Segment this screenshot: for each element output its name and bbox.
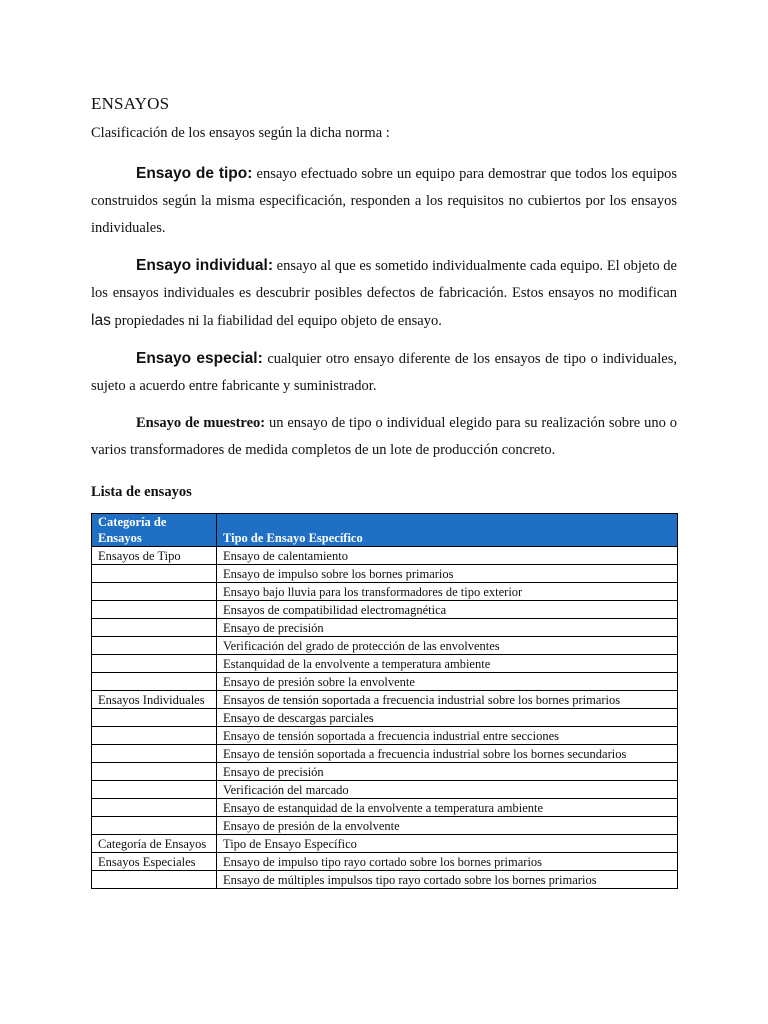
category-cell — [92, 727, 217, 745]
document-content — [91, 94, 677, 889]
test-cell: Ensayo de descargas parciales — [217, 709, 678, 727]
table-row — [92, 655, 678, 673]
definition-ensayo-tipo: ensayo efectuado sobre un equipo para demostrar que todos los equipos construidos según la misma especificación, responden a los requisitos no cubiertos por los ensayos individuales. — [91, 166, 677, 236]
paragraph-ensayo-muestreo — [91, 410, 677, 464]
category-cell — [92, 673, 217, 691]
table-row — [92, 799, 678, 817]
page-title: ENSAYOS — [91, 94, 170, 113]
table-row — [92, 781, 678, 799]
test-cell: Ensayo de tensión soportada a frecuencia industrial sobre los bornes secundarios — [217, 745, 678, 763]
test-cell: Ensayos de compatibilidad electromagnética — [217, 601, 678, 619]
category-cell — [92, 637, 217, 655]
category-cell: Ensayos Especiales — [92, 853, 217, 871]
category-cell: Categoría de Ensayos — [92, 835, 217, 853]
category-cell — [92, 583, 217, 601]
category-cell — [92, 799, 217, 817]
test-cell: Ensayo de tensión soportada a frecuencia industrial entre secciones — [217, 727, 678, 745]
category-cell — [92, 763, 217, 781]
test-cell: Ensayo de precisión — [217, 619, 678, 637]
category-cell — [92, 709, 217, 727]
table-row — [92, 745, 678, 763]
paragraph-ensayo-especial — [91, 345, 677, 400]
test-cell: Estanquidad de la envolvente a temperatura ambiente — [217, 655, 678, 673]
category-cell: Ensayos Individuales — [92, 691, 217, 709]
test-cell: Ensayo de calentamiento — [217, 547, 678, 565]
test-cell: Verificación del grado de protección de las envolventes — [217, 637, 678, 655]
table-row — [92, 709, 678, 727]
table-header-row — [92, 514, 678, 547]
test-cell: Verificación del marcado — [217, 781, 678, 799]
table-row — [92, 583, 678, 601]
category-cell — [92, 871, 217, 889]
table-row — [92, 853, 678, 871]
table-row — [92, 547, 678, 565]
term-ensayo-especial: Ensayo especial: — [136, 350, 263, 367]
term-ensayo-muestreo: Ensayo de muestreo: — [136, 415, 266, 431]
category-cell — [92, 601, 217, 619]
definition-ensayo-individual-a: ensayo al que es sometido individualmente cada equipo. El objeto de los ensayos individuales es descubrir posibles defectos de fabricación. Estos ensayos no modifican — [91, 258, 677, 301]
definition-ensayo-especial: cualquier otro ensayo diferente de los ensayos de tipo o individuales, sujeto a acuerdo entre fabricante y suministrador. — [91, 351, 677, 394]
test-cell: Ensayo de precisión — [217, 763, 678, 781]
tests-table — [91, 513, 678, 889]
test-cell: Ensayo de presión de la envolvente — [217, 817, 678, 835]
test-cell: Tipo de Ensayo Específico — [217, 835, 678, 853]
table-row — [92, 601, 678, 619]
category-cell — [92, 655, 217, 673]
table-row — [92, 673, 678, 691]
test-cell: Ensayo de estanquidad de la envolvente a temperatura ambiente — [217, 799, 678, 817]
table-row — [92, 871, 678, 889]
list-title: Lista de ensayos — [91, 484, 192, 500]
table-row — [92, 565, 678, 583]
category-cell — [92, 565, 217, 583]
category-cell: Ensayos de Tipo — [92, 547, 217, 565]
definition-ensayo-individual-c: propiedades ni la fiabilidad del equipo objeto de ensayo. — [110, 313, 442, 329]
definition-ensayo-muestreo: un ensayo de tipo o individual elegido para su realización sobre uno o varios transformadores de medida completos de un lote de producción concreto. — [91, 415, 677, 458]
paragraph-ensayo-individual — [91, 252, 677, 335]
table-row — [92, 817, 678, 835]
table-row — [92, 727, 678, 745]
intro-text: Clasificación de los ensayos según la dicha norma : — [91, 125, 390, 141]
category-cell — [92, 781, 217, 799]
category-cell — [92, 745, 217, 763]
header-test-type: Tipo de Ensayo Específico — [217, 514, 678, 547]
test-cell: Ensayos de tensión soportada a frecuencia industrial sobre los bornes primarios — [217, 691, 678, 709]
header-category: Categoría de Ensayos — [92, 514, 217, 547]
test-cell: Ensayo de presión sobre la envolvente — [217, 673, 678, 691]
table-row — [92, 763, 678, 781]
test-cell: Ensayo de impulso tipo rayo cortado sobre los bornes primarios — [217, 853, 678, 871]
test-cell: Ensayo bajo lluvia para los transformadores de tipo exterior — [217, 583, 678, 601]
table-row — [92, 619, 678, 637]
table-row — [92, 637, 678, 655]
table-row — [92, 835, 678, 853]
definition-ensayo-individual-b: las — [91, 312, 111, 329]
paragraph-ensayo-tipo — [91, 160, 677, 242]
test-cell: Ensayo de múltiples impulsos tipo rayo cortado sobre los bornes primarios — [217, 871, 678, 889]
test-cell: Ensayo de impulso sobre los bornes primarios — [217, 565, 678, 583]
table-row — [92, 691, 678, 709]
category-cell — [92, 817, 217, 835]
term-ensayo-individual: Ensayo individual: — [136, 257, 273, 274]
category-cell — [92, 619, 217, 637]
term-ensayo-tipo: Ensayo de tipo: — [136, 165, 253, 182]
